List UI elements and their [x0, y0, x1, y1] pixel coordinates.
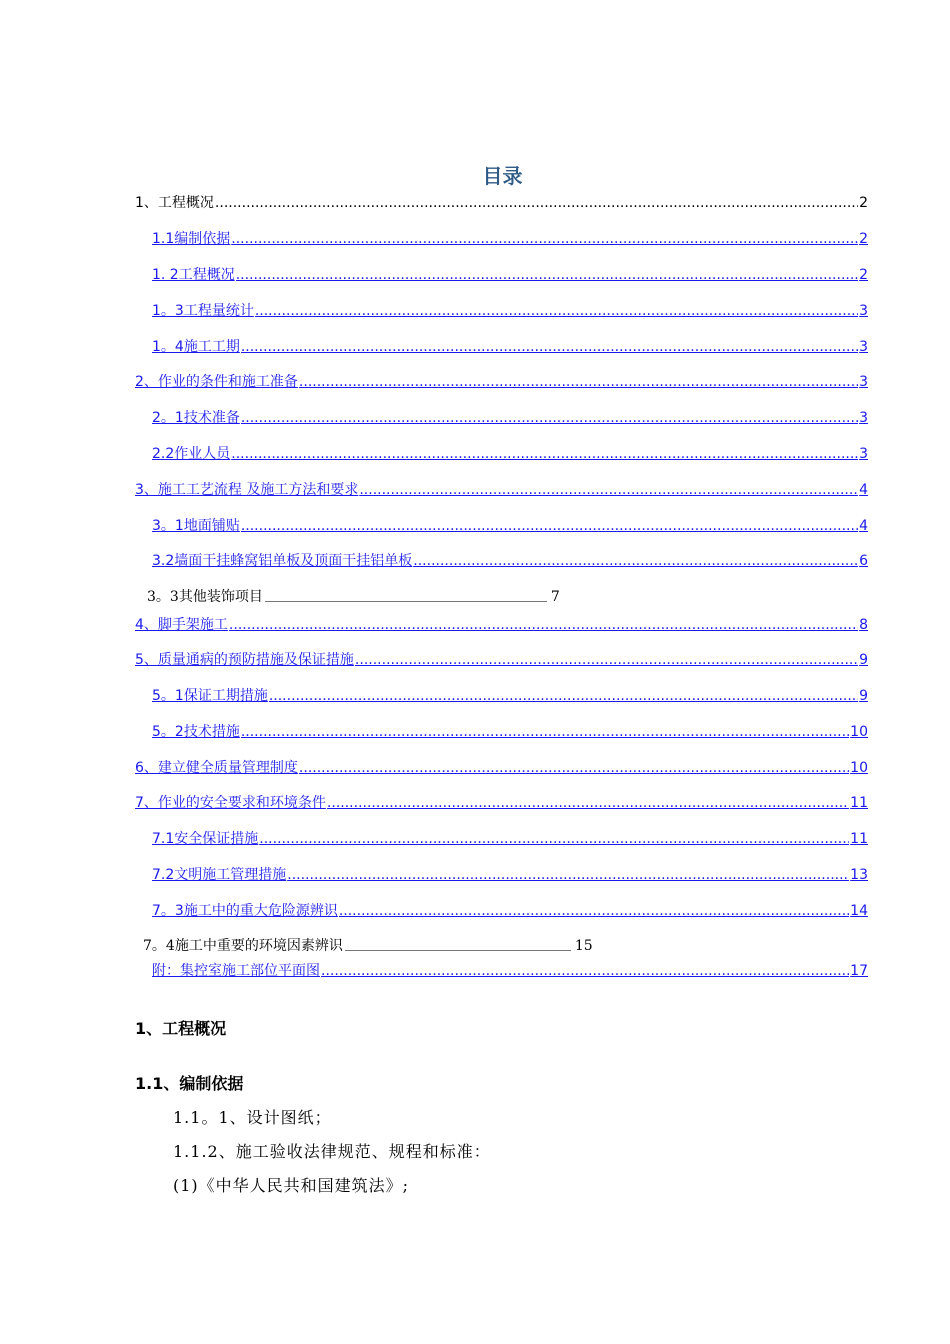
toc-entry-label: 4、脚手架施工 — [135, 617, 228, 633]
toc-leader-dots — [269, 687, 858, 705]
toc-entry-label: 7.2文明施工管理措施 — [152, 867, 287, 883]
toc-leader-dots — [241, 723, 849, 741]
toc-entry-label: 1、工程概况 — [135, 195, 214, 211]
toc-entry-label: 5。2技术措施 — [152, 724, 240, 740]
toc-entry-7[interactable] — [135, 794, 868, 812]
toc-leader-dots — [327, 794, 849, 812]
toc-leader-dots — [321, 962, 849, 980]
toc-entry-1-1[interactable] — [152, 230, 868, 248]
toc-entry-label: 7。3施工中的重大危险源辨识 — [152, 903, 338, 919]
body-line-2: 1.1.2、施工验收法律规范、规程和标准： — [173, 1142, 491, 1161]
toc-leader-dots — [241, 338, 858, 356]
toc-entry-6[interactable] — [135, 759, 868, 777]
toc-entry-page: 3 — [859, 410, 868, 426]
toc-entry-label: 3。1地面铺贴 — [152, 518, 240, 534]
toc-entry-1-4[interactable] — [152, 338, 868, 356]
toc-leader-dots — [413, 552, 858, 570]
toc-leader-dots — [339, 902, 849, 920]
toc-leader-dots — [287, 866, 849, 884]
toc-entry-label: 7.1安全保证措施 — [152, 831, 259, 847]
toc-entry-label: 2.2作业人员 — [152, 446, 231, 462]
toc-leader-dots — [231, 445, 858, 463]
toc-leader-dots — [299, 759, 849, 777]
toc-entry-page: 2 — [859, 195, 868, 211]
toc-entry-label: 5。1保证工期措施 — [152, 688, 268, 704]
toc-entry-1-2[interactable] — [152, 266, 868, 284]
toc-entry-label: 1。4施工工期 — [152, 339, 240, 355]
toc-leader-dots — [231, 230, 858, 248]
toc-entry-label: 6、建立健全质量管理制度 — [135, 760, 298, 776]
toc-entry-label: 2。1技术准备 — [152, 410, 240, 426]
toc-leader-dots — [259, 830, 849, 848]
toc-entry-label: 3。3其他装饰项目 — [147, 589, 263, 605]
toc-entry-page: 9 — [859, 652, 868, 668]
toc-entry-label: 1.1编制依据 — [152, 231, 231, 247]
toc-entry-page: 17 — [850, 963, 868, 979]
toc-entry-label: 附：集控室施工部位平面图 — [152, 963, 320, 979]
toc-leader-dots — [236, 266, 858, 284]
toc-entry-appendix[interactable] — [152, 962, 868, 980]
toc-entry-2[interactable] — [135, 373, 868, 391]
toc-entry-page: 10 — [850, 760, 868, 776]
toc-leader-dots — [355, 651, 858, 669]
toc-entry-label: 7。4施工中重要的环境因素辨识 — [143, 938, 343, 954]
toc-entry-label: 5、质量通病的预防措施及保证措施 — [135, 652, 354, 668]
toc-entry-page: 2 — [859, 267, 868, 283]
toc-leader-line — [265, 592, 547, 602]
section-heading-1: 1、工程概况 — [135, 1019, 227, 1038]
toc-entry-3-2[interactable] — [152, 552, 868, 570]
toc-leader-dots — [241, 517, 858, 535]
toc-leader-dots — [241, 409, 858, 427]
toc-entry-2-2[interactable] — [152, 445, 868, 463]
toc-entry-page: 11 — [850, 831, 868, 847]
toc-leader-dots — [299, 373, 858, 391]
toc-entry-page: 6 — [859, 553, 868, 569]
toc-entry-page: 4 — [859, 518, 868, 534]
toc-entry-5[interactable] — [135, 651, 868, 669]
toc-entry-7-2[interactable] — [152, 866, 868, 884]
toc-entry-page: 8 — [859, 617, 868, 633]
toc-leader-line — [345, 941, 571, 951]
body-line-1: 1.1。1、设计图纸； — [173, 1108, 332, 1127]
toc-entry-label: 3、施工工艺流程 及施工方法和要求 — [135, 482, 359, 498]
toc-entry-page: 15 — [574, 938, 593, 954]
toc-leader-dots — [215, 194, 858, 212]
toc-entry-page: 2 — [859, 231, 868, 247]
body-line-3: (1)《中华人民共和国建筑法》; — [173, 1176, 410, 1195]
toc-leader-dots — [255, 302, 858, 320]
toc-entry-label: 1。3工程量统计 — [152, 303, 254, 319]
toc-entry-3-3 — [147, 588, 560, 606]
toc-entry-label: 7、作业的安全要求和环境条件 — [135, 795, 326, 811]
toc-entry-7-1[interactable] — [152, 830, 868, 848]
toc-entry-5-2[interactable] — [152, 723, 868, 741]
toc-entry-page: 3 — [859, 339, 868, 355]
toc-entry-page: 14 — [850, 903, 868, 919]
toc-entry-2-1[interactable] — [152, 409, 868, 427]
toc-entry-1-3[interactable] — [152, 302, 868, 320]
toc-leader-dots — [229, 616, 858, 634]
toc-entry-page: 10 — [850, 724, 868, 740]
toc-title: 目录 — [482, 164, 523, 188]
toc-entry-label: 1. 2工程概况 — [152, 267, 235, 283]
toc-entry-7-3[interactable] — [152, 902, 868, 920]
toc-entry-page: 7 — [550, 589, 560, 605]
toc-entry-page: 3 — [859, 303, 868, 319]
toc-entry-7-4 — [143, 937, 593, 955]
toc-entry-label: 3.2墙面干挂蜂窝铝单板及顶面干挂铝单板 — [152, 553, 413, 569]
section-heading-1-1: 1.1、编制依据 — [135, 1074, 244, 1093]
toc-entry-page: 11 — [850, 795, 868, 811]
toc-entry-page: 3 — [859, 374, 868, 390]
toc-entry-page: 3 — [859, 446, 868, 462]
toc-entry-page: 4 — [859, 482, 868, 498]
toc-entry-1 — [135, 194, 868, 212]
toc-entry-label: 2、作业的条件和施工准备 — [135, 374, 298, 390]
toc-leader-dots — [359, 481, 858, 499]
toc-entry-3-1[interactable] — [152, 517, 868, 535]
toc-entry-5-1[interactable] — [152, 687, 868, 705]
toc-entry-4[interactable] — [135, 616, 868, 634]
toc-entry-3[interactable] — [135, 481, 868, 499]
toc-entry-page: 13 — [850, 867, 868, 883]
toc-entry-page: 9 — [859, 688, 868, 704]
